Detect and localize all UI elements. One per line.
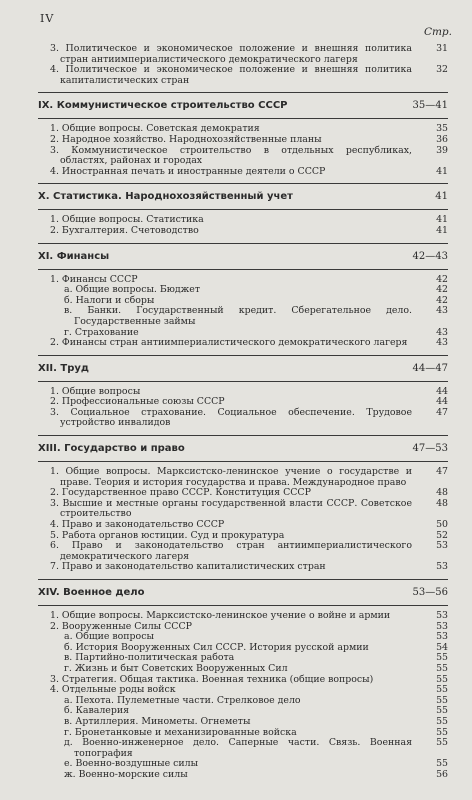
toc-entry-page: 41 bbox=[436, 165, 448, 177]
section-rule bbox=[38, 118, 448, 119]
toc-entry-page: 55 bbox=[436, 705, 448, 717]
toc-entry-page: 42 bbox=[436, 294, 448, 306]
toc-entry-text: 5. Работа органов юстиции. Суд и прокуратура bbox=[50, 529, 285, 541]
section-heading bbox=[38, 191, 448, 203]
toc-entry-text: 1. Общие вопросы. Статистика bbox=[50, 214, 204, 226]
toc-entry-text: 2. Народное хозяйство. Народнохозяйственные планы bbox=[50, 133, 322, 145]
toc-entry-page: 55 bbox=[436, 737, 448, 749]
toc-entry-text: 2. Государственное право СССР. Конституция СССР bbox=[50, 487, 311, 499]
page-column-header: Стр. bbox=[423, 26, 452, 38]
toc-entry-text: 4. Право и законодательство СССР bbox=[50, 519, 225, 531]
toc-entry bbox=[38, 611, 448, 622]
toc-entry-page: 39 bbox=[436, 144, 448, 156]
section-title: XI. Финансы bbox=[38, 250, 110, 262]
toc-entry-text: 3. Социальное страхование. Социальное обеспечение. Трудовое устройство инвалидов bbox=[50, 406, 412, 429]
toc-entry-page: 55 bbox=[436, 684, 448, 696]
section-pages: 44—47 bbox=[412, 362, 448, 374]
section-title: XIV. Военное дело bbox=[38, 587, 145, 598]
toc-entry-text: 3. Политическое и экономическое положение и внешняя политика стран антиимпериалистического демократического лагеря bbox=[50, 43, 412, 65]
section-title: X. Статистика. Народнохозяйственный учет bbox=[38, 191, 293, 203]
section-heading bbox=[38, 363, 448, 375]
toc-entry-page: 43 bbox=[436, 305, 448, 317]
toc-entry-page: 53 bbox=[436, 620, 448, 632]
toc-entry bbox=[38, 167, 448, 178]
section-title: IX. Коммунистическое строительство СССР bbox=[38, 100, 288, 112]
toc-entry-page: 55 bbox=[436, 726, 448, 738]
toc-entry bbox=[38, 135, 448, 146]
section-title: XII. Труд bbox=[38, 362, 90, 374]
section-rule bbox=[38, 243, 448, 244]
toc-entry-text: 4. Политическое и экономическое положение и внешняя политика капиталистических стран bbox=[50, 64, 412, 86]
toc-entry-page: 31 bbox=[436, 43, 448, 54]
section-rule bbox=[38, 579, 448, 580]
section-rule bbox=[38, 381, 448, 382]
section-rule bbox=[38, 92, 448, 93]
section-rule bbox=[38, 605, 448, 606]
toc-entry-text: г. Бронетанковые и механизированные войска bbox=[64, 726, 297, 738]
toc-entry-page: 43 bbox=[436, 337, 448, 349]
toc-entry bbox=[38, 738, 448, 759]
toc-entry-page: 48 bbox=[436, 487, 448, 499]
table-of-contents bbox=[38, 44, 448, 781]
toc-entry-text: 1. Общие вопросы. Советская демократия bbox=[50, 123, 260, 135]
toc-entry-page: 53 bbox=[436, 610, 448, 621]
toc-entry bbox=[38, 226, 448, 237]
toc-entry bbox=[38, 717, 448, 728]
toc-entry-text: 1. Общие вопросы. Марксистско-ленинское учение о государстве и праве. Теория и история государства и права. Международное право bbox=[50, 466, 412, 488]
toc-entry-text: б. История Вооруженных Сил СССР. История русской армии bbox=[64, 641, 369, 653]
toc-entry-text: 2. Бухгалтерия. Счетоводство bbox=[50, 224, 199, 236]
section-heading bbox=[38, 587, 448, 599]
section-pages: 53—56 bbox=[412, 587, 448, 598]
toc-entry bbox=[38, 467, 448, 488]
toc-entry-page: 42 bbox=[436, 273, 448, 285]
section-pages: 47—53 bbox=[412, 443, 448, 455]
toc-entry bbox=[38, 541, 448, 562]
toc-entry-text: б. Кавалерия bbox=[64, 705, 129, 717]
toc-entry-text: ж. Военно-морские силы bbox=[64, 768, 188, 780]
toc-entry-text: 1. Общие вопросы bbox=[50, 385, 141, 397]
toc-entry-text: в. Банки. Государственный кредит. Сберегательное дело. Государственные займы bbox=[64, 305, 412, 327]
toc-entry bbox=[38, 408, 448, 429]
toc-entry-page: 56 bbox=[436, 768, 448, 780]
section-heading bbox=[38, 251, 448, 263]
toc-entry bbox=[38, 146, 448, 167]
toc-entry bbox=[38, 499, 448, 520]
toc-entry-text: 4. Отдельные роды войск bbox=[50, 684, 176, 696]
toc-entry-text: а. Общие вопросы. Бюджет bbox=[64, 284, 201, 296]
toc-entry-text: в. Артиллерия. Минометы. Огнеметы bbox=[64, 715, 251, 727]
toc-entry-page: 36 bbox=[436, 133, 448, 145]
section-rule bbox=[38, 355, 448, 356]
toc-entry-text: г. Страхование bbox=[64, 326, 139, 338]
toc-entry-page: 55 bbox=[436, 758, 448, 770]
toc-entry-text: е. Военно-воздушные силы bbox=[64, 758, 199, 770]
toc-entry-page: 55 bbox=[436, 652, 448, 664]
section-heading bbox=[38, 443, 448, 455]
toc-entry-page: 41 bbox=[436, 214, 448, 226]
toc-entry-page: 50 bbox=[436, 519, 448, 531]
toc-entry-text: д. Военно-инженерное дело. Саперные части. Связь. Военная топография bbox=[64, 737, 412, 759]
toc-entry-page: 53 bbox=[436, 540, 448, 552]
toc-entry-page: 48 bbox=[436, 497, 448, 509]
toc-entry-page: 53 bbox=[436, 631, 448, 643]
section-pages: 42—43 bbox=[412, 250, 448, 262]
toc-entry-page: 55 bbox=[436, 662, 448, 674]
toc-entry-text: б. Налоги и сборы bbox=[64, 294, 155, 306]
toc-entry-text: 2. Профессиональные союзы СССР bbox=[50, 396, 225, 408]
section-pages: 35—41 bbox=[412, 100, 448, 112]
toc-entry-page: 55 bbox=[436, 673, 448, 685]
section-rule bbox=[38, 269, 448, 270]
toc-entry-text: 3. Высшие и местные органы государственной власти СССР. Советское строительство bbox=[50, 497, 412, 520]
section-rule bbox=[38, 435, 448, 436]
toc-entry-text: а. Общие вопросы bbox=[64, 631, 154, 643]
toc-entry bbox=[38, 306, 448, 327]
section-rule bbox=[38, 461, 448, 462]
toc-entry bbox=[38, 664, 448, 675]
toc-entry-text: 7. Право и законодательство капиталистических стран bbox=[50, 561, 326, 573]
toc-entry-text: 2. Финансы стран антиимпериалистического демократического лагеря bbox=[50, 337, 408, 349]
section-heading bbox=[38, 100, 448, 112]
toc-entry bbox=[38, 338, 448, 349]
section-pages: 41 bbox=[435, 191, 448, 203]
section-rule bbox=[38, 209, 448, 210]
section-title: XIII. Государство и право bbox=[38, 443, 185, 455]
toc-entry-text: а. Пехота. Пулеметные части. Стрелковое дело bbox=[64, 694, 301, 706]
toc-entry-text: в. Партийно-политическая работа bbox=[64, 652, 235, 664]
toc-entry-page: 55 bbox=[436, 694, 448, 706]
toc-entry-text: 1. Финансы СССР bbox=[50, 273, 138, 285]
toc-entry-page: 52 bbox=[436, 529, 448, 541]
toc-entry-page: 54 bbox=[436, 641, 448, 653]
toc-entry-text: 2. Вооруженные Силы СССР bbox=[50, 620, 192, 632]
page-number: IV bbox=[40, 12, 55, 25]
toc-entry-page: 41 bbox=[436, 224, 448, 236]
toc-entry bbox=[38, 562, 448, 573]
toc-entry-text: 3. Коммунистическое строительство в отдельных республиках, областях, районах и городах bbox=[50, 144, 412, 167]
toc-entry-page: 32 bbox=[436, 64, 448, 76]
toc-entry-text: г. Жизнь и быт Советских Вооруженных Сил bbox=[64, 662, 288, 674]
toc-entry-page: 47 bbox=[436, 406, 448, 418]
toc-entry-text: 3. Стратегия. Общая тактика. Военная техника (общие вопросы) bbox=[50, 673, 374, 685]
toc-entry-page: 47 bbox=[436, 466, 448, 478]
toc-entry bbox=[38, 65, 448, 86]
section-rule bbox=[38, 183, 448, 184]
toc-entry-page: 44 bbox=[436, 396, 448, 408]
toc-entry-text: 6. Право и законодательство стран антиимпериалистического демократического лагеря bbox=[50, 540, 412, 562]
toc-entry-text: 4. Иностранная печать и иностранные деятели о СССР bbox=[50, 165, 326, 177]
toc-entry bbox=[38, 44, 448, 65]
toc-entry-page: 42 bbox=[436, 284, 448, 296]
toc-entry-page: 55 bbox=[436, 715, 448, 727]
toc-entry-page: 44 bbox=[436, 385, 448, 397]
toc-entry bbox=[38, 770, 448, 781]
toc-entry-text: 1. Общие вопросы. Марксистско-ленинское учение о войне и армии bbox=[50, 610, 391, 621]
toc-entry-page: 35 bbox=[436, 123, 448, 135]
toc-entry-page: 53 bbox=[436, 561, 448, 573]
toc-entry-page: 43 bbox=[436, 326, 448, 338]
